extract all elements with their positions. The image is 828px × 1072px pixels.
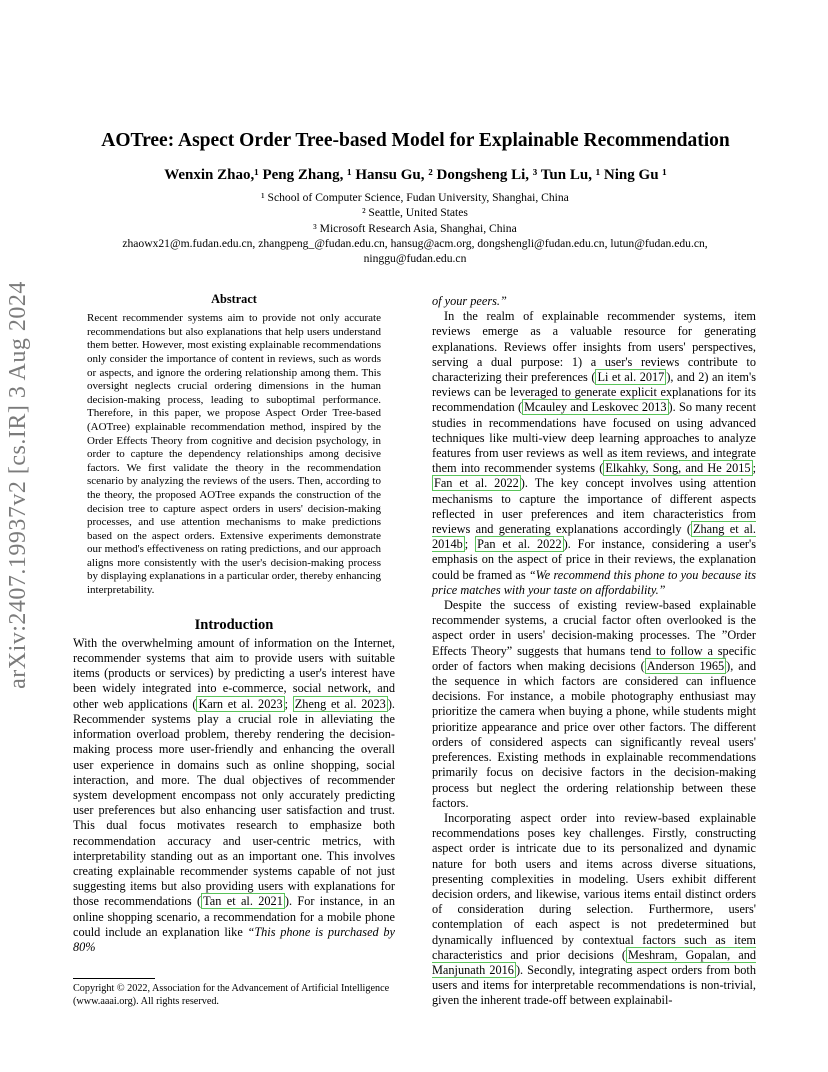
copyright-footnote: Copyright © 2022, Association for the Advancement of Artificial Intelligence (www.aaai.org). All rights reserved. [73,983,390,1007]
abstract-heading: Abstract [211,292,257,306]
left-column [73,292,395,955]
citation-link[interactable]: Fan et al. 2022 [434,476,519,491]
arxiv-identifier: arXiv:2407.19937v2 [cs.IR] 3 Aug 2024 [5,281,31,689]
body-paragraph-1: In the realm of explainable recommender systems, item reviews emerge as a valuable resource for generating explanations. Reviews offer insights from users' perspectives, serving a dual purpose: 1) a user's reviews contribute to characterizing their preferences ( Li et al. 2017 ), and 2) an item's reviews can be leveraged to generate explicit explanations for its recommendation ( Mcauley and Leskovec 2013 ). So many recent studies in recommendations have focused on using advanced techniques like multi-view deep learning approaches to analyze features from user reviews as well as item reviews, and integrate them into recommender systems ( Elkahky, Song, and He 2015 ; Fan et al. 2022 ). The key concept involves using attention mechanisms to capture the importance of different aspects reflected in user preferences and item characteristics from reviews and generating explanations accordingly ( Zhang et al. 2014b ; Pan et al. 2022 ). For instance, considering a user's emphasis on the aspect of price in their reviews, the explanation could be framed as “We recommend this phone to you because its price matches with your taste on affordability.” [432,309,756,597]
author-emails-cont: ninggu@fudan.edu.cn [363,252,467,266]
citation-link[interactable]: Elkahky, Song, and He 2015 [605,461,751,476]
body-paragraph-3: Incorporating aspect order into review-based explainable recommendations poses key challenges. Firstly, constructing aspect order is intricate due to its personalized and dynamic nature for both users and items across diverse situations, presenting complexities in modeling. Users exhibit different decision orders, and likewise, various items entail distinct orders of consideration during selection. Furthermore, users' contemplation of each aspect is not predetermined but dynamically influenced by contextual factors such as item characteristics and prior decisions ( Meshram, Gopalan, and Manjunath 2016 ). Secondly, integrating aspect orders from both users and items for interpretable recommendations is non-trivial, given the inherent trade-off between explainabil- [432,810,757,1008]
intro-paragraph: With the overwhelming amount of information on the Internet, recommender systems that aim to provide users with suitable items (products or services) by predicting a user's interest have been widely integrated into e-commerce, social network, and other web applications ( Karn et al. 2023 ; Zheng et al. 2023 ). Recommender systems play a crucial role in alleviating the information overload problem, thereby rendering the decision-making process more user-friendly and enhancing the overall user experience in domains such as online shopping, social interaction, and more. The dual objectives of recommender system development encompass not only accurately predicting user preferences but also enhancing user satisfaction and trust. This dual focus motivates research to emphasize both recommendation accuracy and user-centric metrics, with interpretability standing out as an important one. This involves creating explainable recommender systems capable of not just suggesting items but also providing users with explanations for those recommendations ( Tan et al. 2021 ). For instance, in an online shopping scenario, a recommendation for a mobile phone could include an explanation like “This phone is purchased by 80% [73,635,395,954]
citation-link[interactable]: Karn et al. 2023 [198,696,283,711]
footnote-rule [73,978,155,979]
citation-link[interactable]: Mcauley and Leskovec 2013 [524,400,667,415]
citation-link[interactable]: Zheng et al. 2023 [294,696,386,711]
affiliation-1: ¹ School of Computer Science, Fudan University, Shanghai, China [261,191,569,204]
affiliation-3: ³ Microsoft Research Asia, Shanghai, China [313,221,517,235]
paper-title: AOTree: Aspect Order Tree-based Model for Explainable Recommendation [101,130,730,151]
affiliations [60,190,770,266]
affiliation-2: ² Seattle, United States [362,206,468,220]
citation-link[interactable]: Anderson 1965 [646,658,725,673]
quote-continuation: of your peers.” [432,294,507,308]
citation-link[interactable]: Pan et al. 2022 [477,537,562,552]
right-column [432,294,756,1009]
citation-link[interactable]: Tan et al. 2021 [203,894,283,909]
citation-link[interactable]: Zhang et al. 2014b [432,522,756,552]
body-paragraph-2: Despite the success of existing review-based explainable recommender systems, a crucial factor often overlooked is the aspect order in users' decision-making processes. The ”Order Effects Theory” suggests that humans tend to follow a specific order of factors when making decisions ( Anderson 1965 ), and the sequence in which factors are considered can influence decisions. For instance, a mobile photography enthusiast may prioritize the camera when buying a phone, while students might prioritize appearance and price over other factors. The different orders of considered aspects can significantly reveal users' preferences. Existing methods in explainable recommendations primarily focus on decisive factors in the decision-making process but neglect the ordering relationship between these factors. [432,598,757,810]
citation-link[interactable]: Meshram, Gopalan, and Manjunath 2016 [432,947,757,977]
author-list: Wenxin Zhao,¹ Peng Zhang, ¹ Hansu Gu, ² Dongsheng Li, ³ Tun Lu, ¹ Ning Gu ¹ [164,167,667,183]
citation-link[interactable]: Li et al. 2017 [597,370,665,385]
author-emails: zhaowx21@m.fudan.edu.cn, zhangpeng_@fudan.edu.cn, hansug@acm.org, dongshengli@fudan.edu.cn, lutun@fudan.edu.cn, [122,236,708,250]
abstract-text: Recent recommender systems aim to provide not only accurate recommendations but also explanations that help users understand them better. However, most existing explainable recommendations only consider the importance of content in reviews, such as words or aspects, and ignore the ordering relationship among them. This oversight neglects crucial ordering dimensions in the human decision-making process, leading to suboptimal performance. Therefore, in this paper, we propose Aspect Order Tree-based (AOTree) explainable recommendation method, inspired by the Order Effects Theory from cognitive and decision psychology, in order to capture the dependency relationships among decisive factors. We first validate the theory in the recommendation scenario by analyzing the reviews of the users. Then, according to the theory, the proposed AOTree expands the construction of the decision tree to capture aspect orders in users' decision-making processes, and use attention mechanisms to make predictions based on the aspect orders. Extensive experiments demonstrate our method's effectiveness on rating predictions, and our approach aligns more consistently with the user's decision-making process by displaying explanations in a particular order, thereby enhancing interpretability. [87,312,381,597]
introduction-heading: Introduction [194,616,274,633]
